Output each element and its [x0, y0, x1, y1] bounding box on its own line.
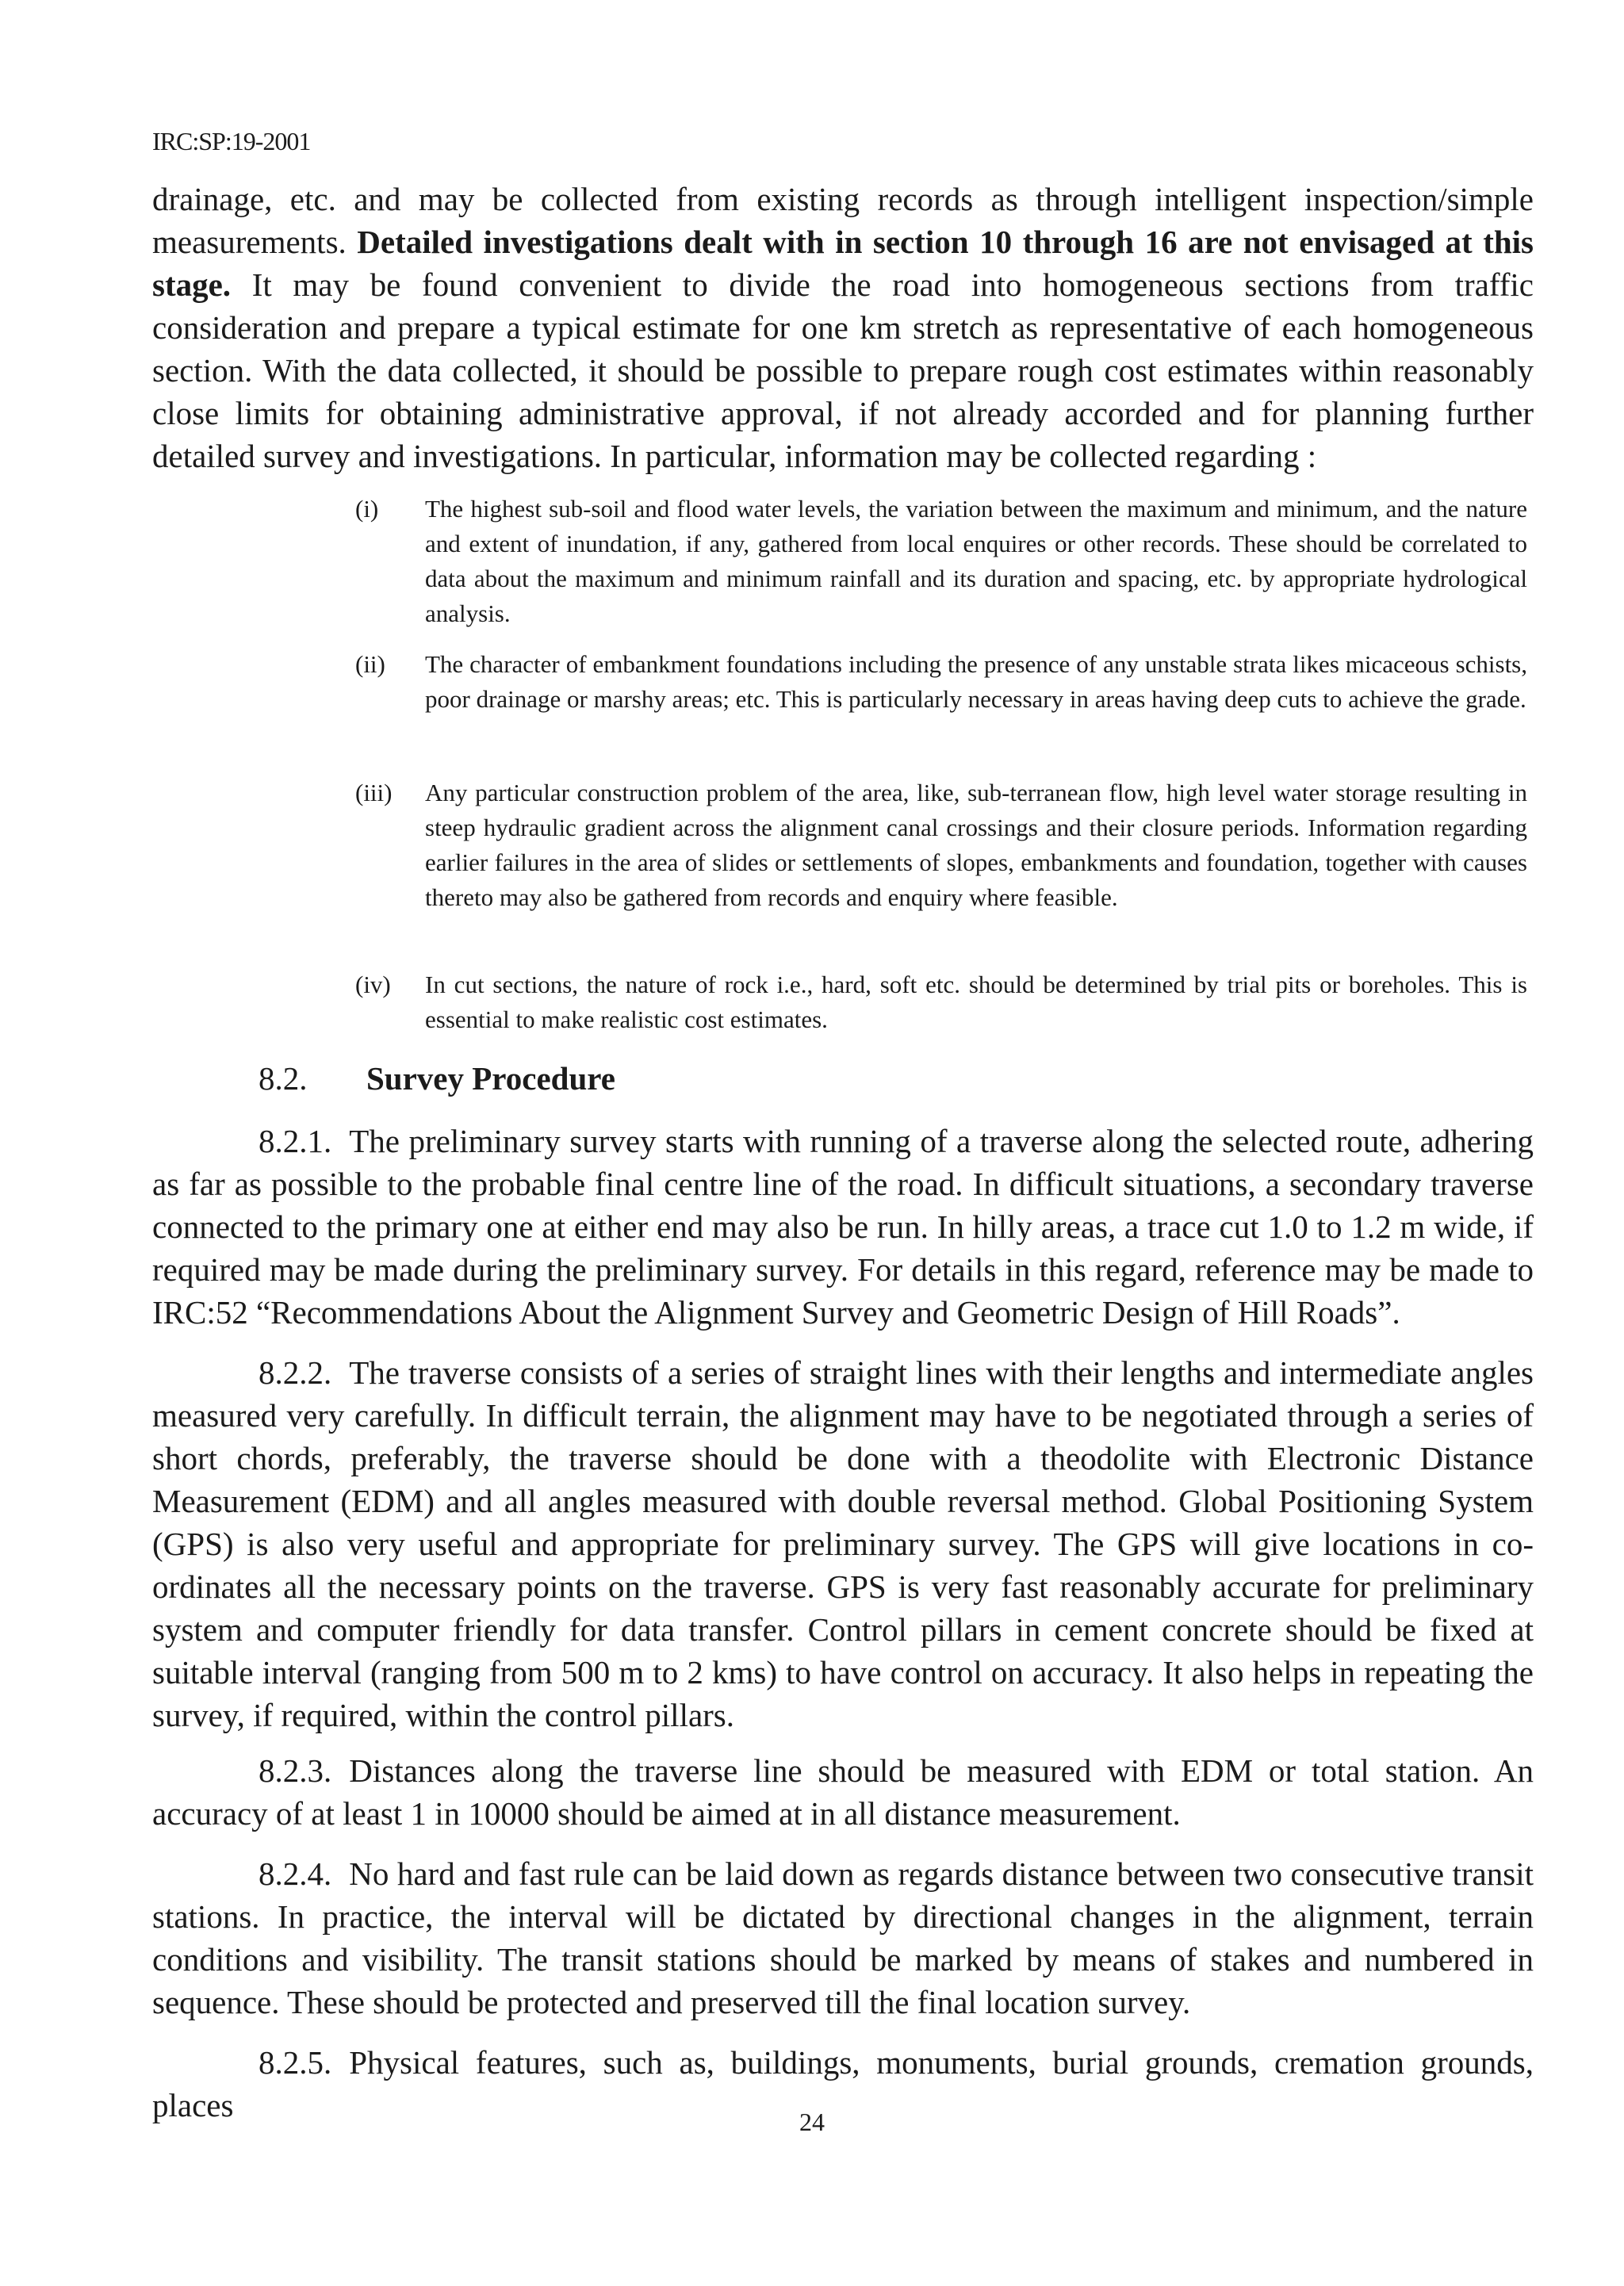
- intro-bold-note: Detailed investigations dealt with in section 10 through 16 are not envisaged at this stage.: [152, 224, 1534, 303]
- list-item-numeral: (ii): [355, 650, 385, 678]
- paragraph-number: 8.2.1.: [259, 1123, 332, 1159]
- paragraph-8-2-3: [152, 1749, 1534, 1835]
- list-item-numeral: (i): [355, 495, 379, 523]
- information-list: [355, 492, 1527, 631]
- paragraph-text: No hard and fast rule can be laid down as regards distance between two consecutive transit stations. In practice, the interval will be dictated by directional changes in the alignment, terrain conditions and visibility. The transit stations should be marked by means of stakes and numbered in sequence. These should be protected and preserved till the final location survey.: [152, 1855, 1534, 2020]
- list-item: [355, 492, 1527, 631]
- list-item: [355, 775, 1527, 915]
- information-list-4: [355, 967, 1527, 1037]
- paragraph-number: 8.2.4.: [259, 1855, 332, 1892]
- paragraph-text: The traverse consists of a series of straight lines with their lengths and intermediate angles measured very carefully. In difficult terrain, the alignment may have to be negotiated through a series of short chords, preferably, the traverse should be done with a theodolite with Electronic Distance Measurement (EDM) and all angles measured with double reversal method. Global Positioning System (GPS) is also very useful and appropriate for preliminary survey. The GPS will give locations in co-ordinates all the necessary points on the traverse. GPS is very fast reasonably accurate for preliminary system and computer friendly for data transfer. Control pillars in cement concrete should be fixed at suitable interval (ranging from 500 m to 2 kms) to have control on accuracy. It also helps in repeating the survey, if required, within the control pillars.: [152, 1354, 1534, 1733]
- intro-paragraph: [152, 178, 1534, 477]
- section-heading: [259, 1059, 615, 1097]
- paragraph-8-2-2: [152, 1351, 1534, 1737]
- paragraph-number: 8.2.2.: [259, 1354, 332, 1391]
- list-item-text: Any particular construction problem of the area, like, sub-terranean flow, high level water storage resulting in steep hydraulic gradient across the alignment canal crossings and their closure periods. Information regarding earlier failures in the area of slides or settlements of slopes, embankments and foundation, together with causes thereto may also be gathered from records and enquiry where feasible.: [425, 779, 1527, 911]
- section-number: 8.2.: [259, 1060, 308, 1097]
- paragraph-text: Distances along the traverse line should be measured with EDM or total station. An accuracy of at least 1 in 10000 should be aimed at in all distance measurement.: [152, 1752, 1534, 1832]
- list-item-numeral: (iv): [355, 971, 391, 998]
- page-number: 24: [799, 2108, 825, 2136]
- paragraph-8-2-4: [152, 1852, 1534, 2024]
- list-item: [355, 647, 1527, 717]
- paragraph-8-2-1: [152, 1120, 1534, 1334]
- information-list-3: [355, 775, 1527, 915]
- paragraph-text: Physical features, such as, buildings, monuments, burial grounds, cremation grounds, places: [152, 2044, 1534, 2123]
- list-item: [355, 967, 1527, 1037]
- paragraph-number: 8.2.5.: [259, 2044, 332, 2081]
- document-code: IRC:SP:19-2001: [152, 127, 311, 155]
- list-item-text: The character of embankment foundations including the presence of any unstable strata likes micaceous schists, poor drainage or marshy areas; etc. This is particularly necessary in areas having deep cuts to achieve the grade.: [425, 650, 1527, 713]
- intro-text-end: It may be found convenient to divide the road into homogeneous sections from traffic consideration and prepare a typical estimate for one km stretch as representative of each homogeneous section. With the data collected, it should be possible to prepare rough cost estimates within reasonably close limits for obtaining administrative approval, if not already accorded and for planning further detailed survey and investigations. In particular, information may be collected regarding :: [152, 266, 1534, 474]
- list-item-text: In cut sections, the nature of rock i.e., hard, soft etc. should be determined by trial pits or boreholes. This is essential to make realistic cost estimates.: [425, 971, 1527, 1033]
- section-title: Survey Procedure: [366, 1060, 615, 1097]
- list-item-numeral: (iii): [355, 779, 393, 806]
- intro-text-start: drainage, etc. and may be collected from existing records as through intelligent inspection/simple measurements.: [152, 181, 1534, 260]
- paragraph-text: The preliminary survey starts with running of a traverse along the selected route, adhering as far as possible to the probable final centre line of the road. In difficult situations, a secondary traverse connected to the primary one at either end may also be run. In hilly areas, a trace cut 1.0 to 1.2 m wide, if required may be made during the preliminary survey. For details in this regard, reference may be made to IRC:52 “Recommendations About the Alignment Survey and Geometric Design of Hill Roads”.: [152, 1123, 1534, 1331]
- information-list-2: [355, 647, 1527, 717]
- paragraph-number: 8.2.3.: [259, 1752, 332, 1789]
- list-item-text: The highest sub-soil and flood water levels, the variation between the maximum and minimum, and the nature and extent of inundation, if any, gathered from local enquires or other records. These should be correlated to data about the maximum and minimum rainfall and its duration and spacing, etc. by appropriate hydrological analysis.: [425, 495, 1527, 627]
